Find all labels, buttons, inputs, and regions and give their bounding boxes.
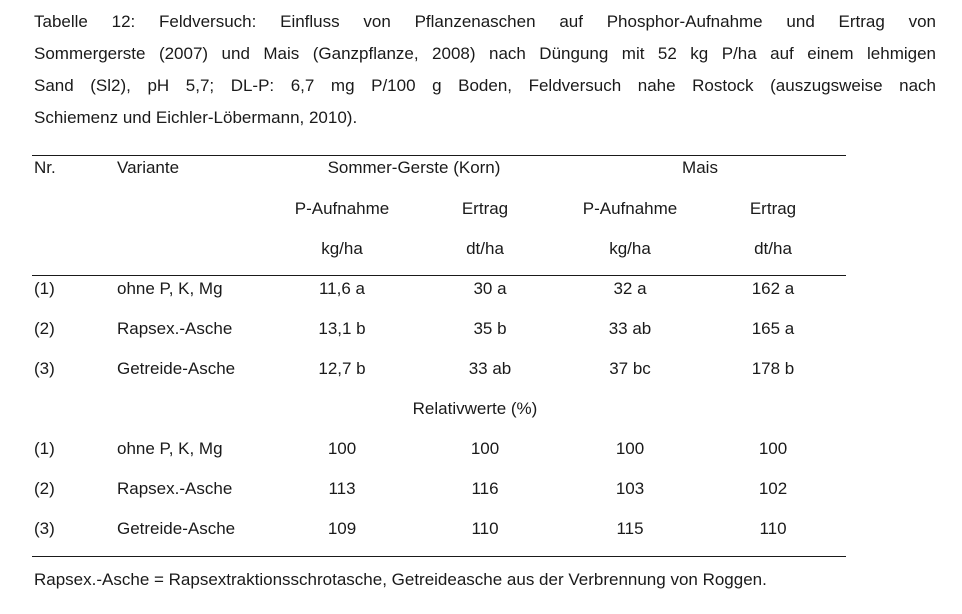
row-variante: ohne P, K, Mg (117, 279, 223, 298)
cell-gerste-p: 11,6 a (318, 279, 365, 298)
header-nr: Nr. (34, 158, 56, 177)
cell-mais-ertrag: 165 a (751, 319, 795, 338)
header-sommer-gerste: Sommer-Gerste (Korn) (327, 158, 501, 177)
caption-line: Sand (Sl2), pH 5,7; DL-P: 6,7 mg P/100 g Boden, Feldversuch nahe Rostock (auszugsweise nach (34, 76, 936, 95)
caption-line: Tabelle 12: Feldversuch: Einfluss von Pflanzenaschen auf Phosphor-Aufnahme und Ertrag von (34, 12, 936, 31)
cell-gerste-p: 113 (328, 479, 356, 498)
unit-mais-ertrag: dt/ha (754, 239, 792, 258)
cell-mais-p: 103 (615, 479, 645, 498)
header-variante: Variante (117, 158, 180, 177)
unit-gerste-ertrag: dt/ha (466, 239, 504, 258)
cell-gerste-ertrag: 100 (470, 439, 500, 458)
row-variante: Getreide-Asche (117, 359, 236, 378)
header-mais-ertrag: Ertrag (749, 199, 797, 218)
caption-line: Sommergerste (2007) und Mais (Ganzpflanze, 2008) nach Düngung mit 52 kg P/ha auf einem lehmigen (34, 44, 936, 63)
caption-line: Schiemenz und Eichler-Löbermann, 2010). (34, 108, 358, 127)
unit-mais-p: kg/ha (609, 239, 651, 258)
cell-gerste-ertrag: 33 ab (468, 359, 512, 378)
cell-gerste-ertrag: 35 b (473, 319, 507, 338)
cell-gerste-ertrag: 30 a (473, 279, 507, 298)
cell-mais-p: 32 a (613, 279, 647, 298)
cell-mais-p: 115 (616, 519, 644, 538)
cell-mais-ertrag: 178 b (751, 359, 795, 378)
row-nr: (1) (34, 279, 55, 298)
cell-gerste-ertrag: 110 (471, 519, 499, 538)
cell-gerste-p: 109 (327, 519, 357, 538)
table-bottom-rule (32, 556, 846, 557)
row-variante: ohne P, K, Mg (117, 439, 223, 458)
row-nr: (1) (34, 439, 55, 458)
relativwerte-label: Relativwerte (%) (412, 399, 538, 418)
cell-gerste-p: 13,1 b (318, 319, 366, 338)
cell-mais-p: 37 bc (609, 359, 651, 378)
cell-mais-ertrag: 110 (759, 519, 787, 538)
cell-mais-p: 33 ab (608, 319, 652, 338)
row-variante: Rapsex.-Asche (117, 479, 233, 498)
cell-gerste-ertrag: 116 (471, 479, 499, 498)
cell-mais-p: 100 (615, 439, 645, 458)
table-footnote: Rapsex.-Asche = Rapsextraktionsschrotasche, Getreideasche aus der Verbrennung von Roggen. (34, 570, 767, 589)
cell-gerste-p: 12,7 b (318, 359, 366, 378)
cell-gerste-p: 100 (327, 439, 357, 458)
cell-mais-ertrag: 100 (758, 439, 788, 458)
header-gerste-p-aufnahme: P-Aufnahme (294, 199, 390, 218)
header-gerste-ertrag: Ertrag (461, 199, 509, 218)
row-nr: (2) (34, 479, 55, 498)
cell-mais-ertrag: 102 (758, 479, 788, 498)
row-variante: Rapsex.-Asche (117, 319, 233, 338)
unit-gerste-p: kg/ha (321, 239, 363, 258)
table-top-rule (32, 155, 846, 156)
cell-mais-ertrag: 162 a (751, 279, 795, 298)
table-caption (34, 6, 936, 134)
row-nr: (3) (34, 519, 55, 538)
header-mais-p-aufnahme: P-Aufnahme (582, 199, 678, 218)
row-nr: (2) (34, 319, 55, 338)
header-bottom-rule (32, 275, 846, 276)
row-nr: (3) (34, 359, 55, 378)
header-mais: Mais (682, 158, 718, 177)
row-variante: Getreide-Asche (117, 519, 236, 538)
